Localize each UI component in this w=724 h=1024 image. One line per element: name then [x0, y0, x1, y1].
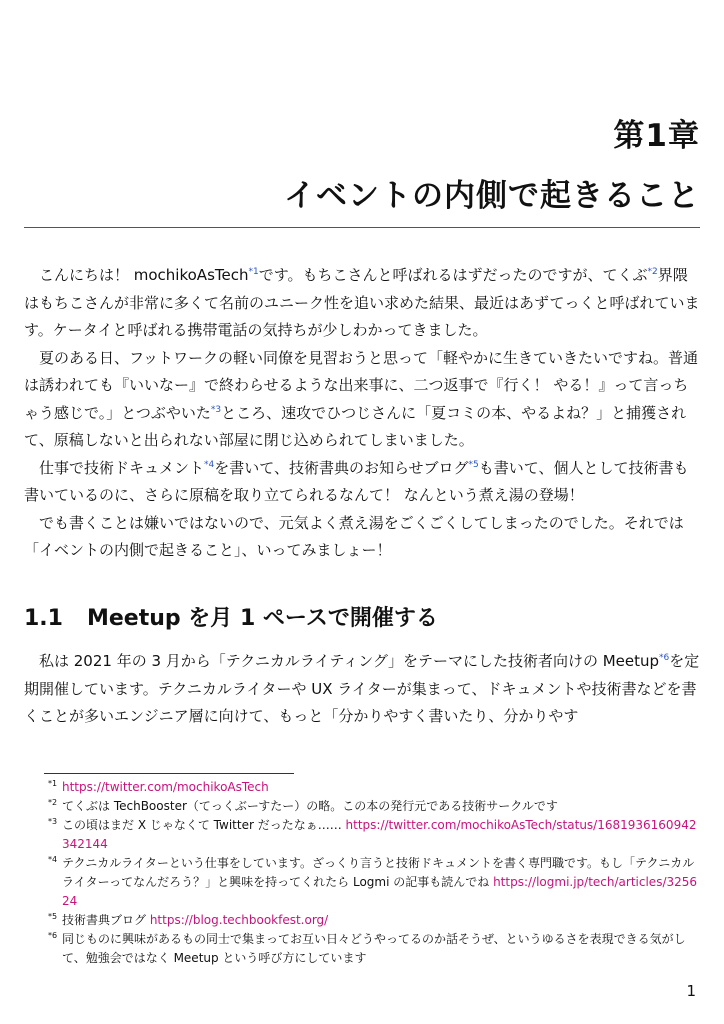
intro-paragraph-1 — [24, 262, 700, 345]
chapter-divider — [24, 227, 700, 228]
footnote-mark: *2 — [48, 798, 58, 807]
footnote-link[interactable]: https://twitter.com/mochikoAsTech — [62, 780, 269, 794]
footnote-mark: *5 — [48, 912, 58, 921]
intro-paragraph-4: でも書くことは嫌いではないので、元気よく煮え湯をごくごくしてしまったのでした。それでは「イベントの内側で起きること」、いってみましょー！ — [24, 513, 684, 559]
footnote-link[interactable]: https://logmi.jp/tech/articles/325624 — [62, 875, 698, 908]
footnote-ref-3[interactable]: *3 — [210, 404, 222, 415]
footnote-6 — [48, 930, 700, 968]
text-run: 夏のある日、フットワークの軽い同僚を見習おうと思って「軽やかに生きていきたいですね。普通は誘われても『いいなー』で終わらせるような出来事に、二つ返事で『行く！ やる！』って言っちゃう感じで。」とつぶやいた — [24, 348, 698, 422]
footnote-ref-5[interactable]: *5 — [468, 459, 479, 470]
footnote-text: てくぶは TechBooster（てっくぶーすたー）の略。この本の発行元である技術サークルです — [62, 799, 558, 813]
intro-paragraph-2 — [24, 345, 700, 455]
footnote-text: この頃はまだ X じゃなくて Twitter だったなぁ…… — [62, 818, 346, 832]
section-paragraph-1 — [24, 648, 700, 731]
text-run: です。もちこさんと呼ばれるはずだったのですが、てくぶ — [258, 266, 648, 284]
intro-body — [24, 262, 700, 565]
footnote-3 — [48, 816, 700, 854]
footnote-5 — [48, 911, 700, 930]
footnote-ref-2[interactable]: *2 — [647, 267, 658, 277]
text-run: も書いて、個人として技術書も書いているのに、さらに原稿を取り立てられるなんて！ なんという煮え湯の登場！ — [24, 458, 689, 504]
footnote-1 — [48, 778, 700, 797]
footnote-mark: *4 — [48, 855, 58, 864]
footnote-divider — [44, 773, 294, 774]
footnote-ref-6[interactable]: *6 — [659, 653, 670, 663]
section-number: 1.1 — [24, 606, 63, 631]
section-title: Meetup を月 1 ペースで開催する — [86, 606, 438, 631]
footnote-text: 技術書典ブログ — [62, 913, 150, 927]
text-run: 私は 2021 年の 3 月から「テクニカルライティング」をテーマにした技術者向けの Meetup — [39, 652, 660, 670]
text-run: を書いて、技術書典のお知らせブログ — [214, 458, 469, 477]
text-run: を定期開催しています。テクニカルライターや UX ライターが集まって、ドキュメントや技術書などを書くことが多いエンジニア層に向けて、もっと「分かりやすく書いたり、分かりやす — [24, 652, 700, 725]
chapter-label: 第1章 — [613, 118, 700, 154]
chapter-title: イベントの内側で起きること — [284, 178, 700, 214]
intro-paragraph-3 — [24, 455, 700, 510]
section-body — [24, 648, 700, 731]
footnote-mark: *3 — [48, 817, 58, 826]
section-heading — [24, 601, 438, 632]
text-run: 仕事で技術ドキュメント — [39, 458, 205, 477]
footnote-text: テクニカルライターという仕事をしています。ざっくり言うと技術ドキュメントを書く専門職です。もし「テクニカルライターってなんだろう？」と興味を持ってくれたら Logmi の記事も読んでね — [62, 856, 695, 889]
footnote-link[interactable]: https://twitter.com/mochikoAsTech/status/1681936160942342144 — [62, 818, 697, 851]
footnote-text: 同じものに興味があるもの同士で集まってお互い日々どうやってるのか話そうぜ、というゆるさを表現できる気がして、勉強会ではなく Meetup という呼び方にしています — [62, 932, 686, 965]
text-run: ところ、速攻でひつじさんに「夏コミの本、やるよね？」と捕獲されて、原稿しないと出られない部屋に閉じ込められてしまいました。 — [24, 403, 687, 449]
footnote-4 — [48, 854, 700, 911]
page-number: 1 — [686, 982, 696, 1000]
text-run: こんにちは！ mochikoAsTech — [39, 266, 249, 284]
footnote-mark: *6 — [48, 931, 58, 940]
text-run: 界隈はもちこさんが非常に多くて名前のユニーク性を追い求めた結果、最近はあずてっくと呼ばれています。ケータイと呼ばれる携帯電話の気持ちが少しわかってきました。 — [24, 266, 700, 339]
footnote-ref-4[interactable]: *4 — [204, 459, 215, 470]
footnote-list — [48, 778, 700, 968]
footnote-link[interactable]: https://blog.techbookfest.org/ — [149, 913, 329, 927]
footnote-ref-1[interactable]: *1 — [248, 267, 259, 277]
footnote-mark: *1 — [48, 779, 58, 788]
footnote-2 — [48, 797, 700, 816]
